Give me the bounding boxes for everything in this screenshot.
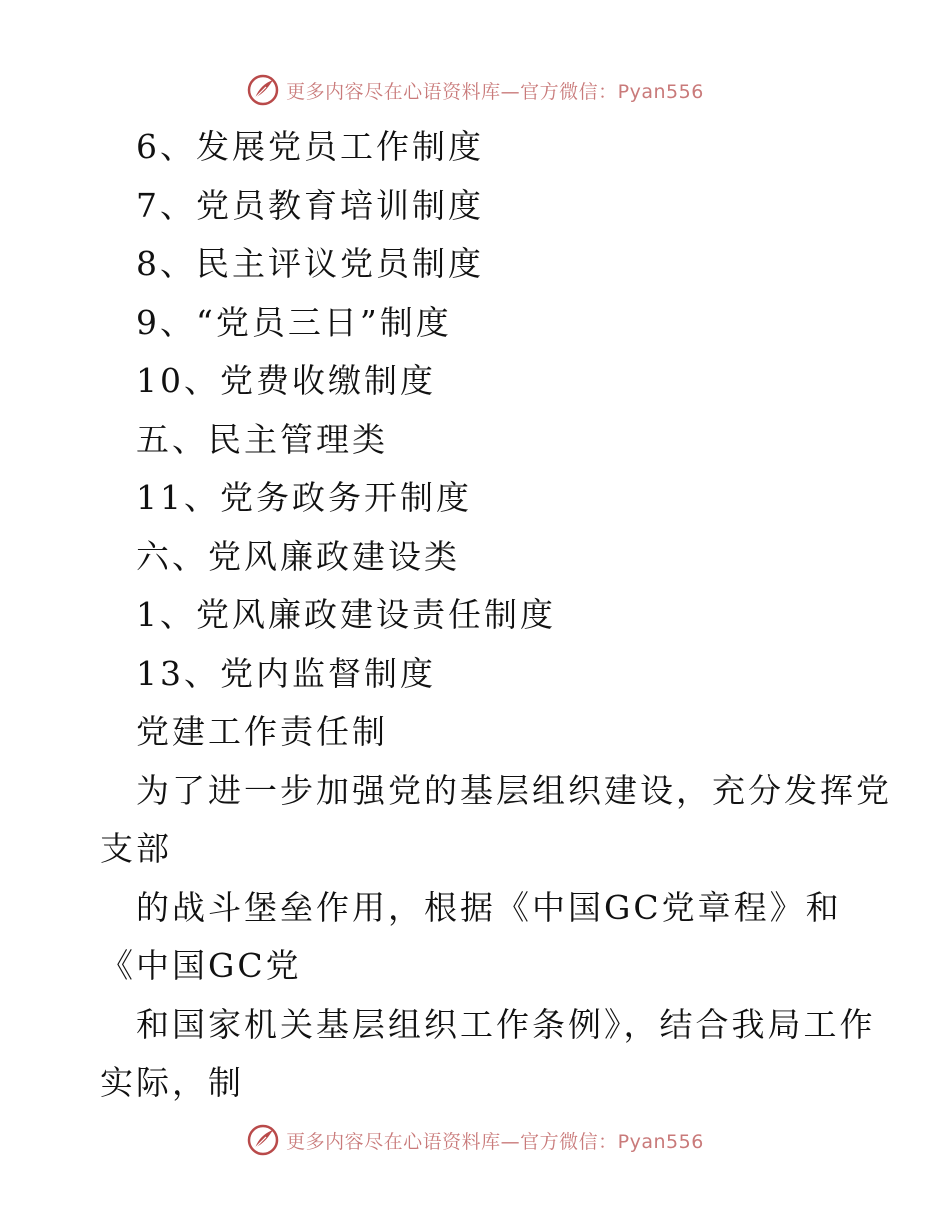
text-line: 六、党风廉政建设类 bbox=[136, 536, 460, 576]
text-line: 10、党费收缴制度 bbox=[136, 361, 436, 400]
text-line: 8、民主评议党员制度 bbox=[136, 244, 484, 283]
text-line: 和国家机关基层组织工作条例》，结合我局工作 bbox=[136, 1004, 876, 1044]
text-line: 五、民主管理类 bbox=[136, 419, 388, 459]
text-line: 1、党风廉政建设责任制度 bbox=[136, 595, 556, 634]
footer-watermark bbox=[0, 1120, 950, 1160]
text-line: 11、党务政务开制度 bbox=[136, 478, 472, 517]
watermark-text: 更多内容尽在心语资料库—官方微信：Pyan556 bbox=[286, 1130, 704, 1153]
text-line: 6、发展党员工作制度 bbox=[136, 127, 484, 166]
text-line: 为了进一步加强党的基层组织建设，充分发挥党 bbox=[136, 770, 892, 810]
text-line: 13、党内监督制度 bbox=[136, 653, 436, 693]
text-line: 实际，制 bbox=[100, 1063, 244, 1102]
watermark-text: 更多内容尽在心语资料库—官方微信：Pyan556 bbox=[286, 80, 704, 103]
text-line: 《中国GC党 bbox=[100, 946, 302, 985]
feather-pen-logo-icon bbox=[246, 1123, 280, 1157]
header-watermark bbox=[0, 70, 950, 110]
text-line: 党建工作责任制 bbox=[136, 712, 388, 751]
text-line: 支部 bbox=[100, 829, 172, 868]
document-body bbox=[100, 118, 892, 1113]
text-line: 的战斗堡垒作用，根据《中国GC党章程》和 bbox=[136, 887, 842, 927]
feather-pen-logo-icon bbox=[246, 73, 280, 107]
text-line: 9、“党员三日”制度 bbox=[136, 302, 452, 342]
text-line: 7、党员教育培训制度 bbox=[136, 185, 484, 225]
